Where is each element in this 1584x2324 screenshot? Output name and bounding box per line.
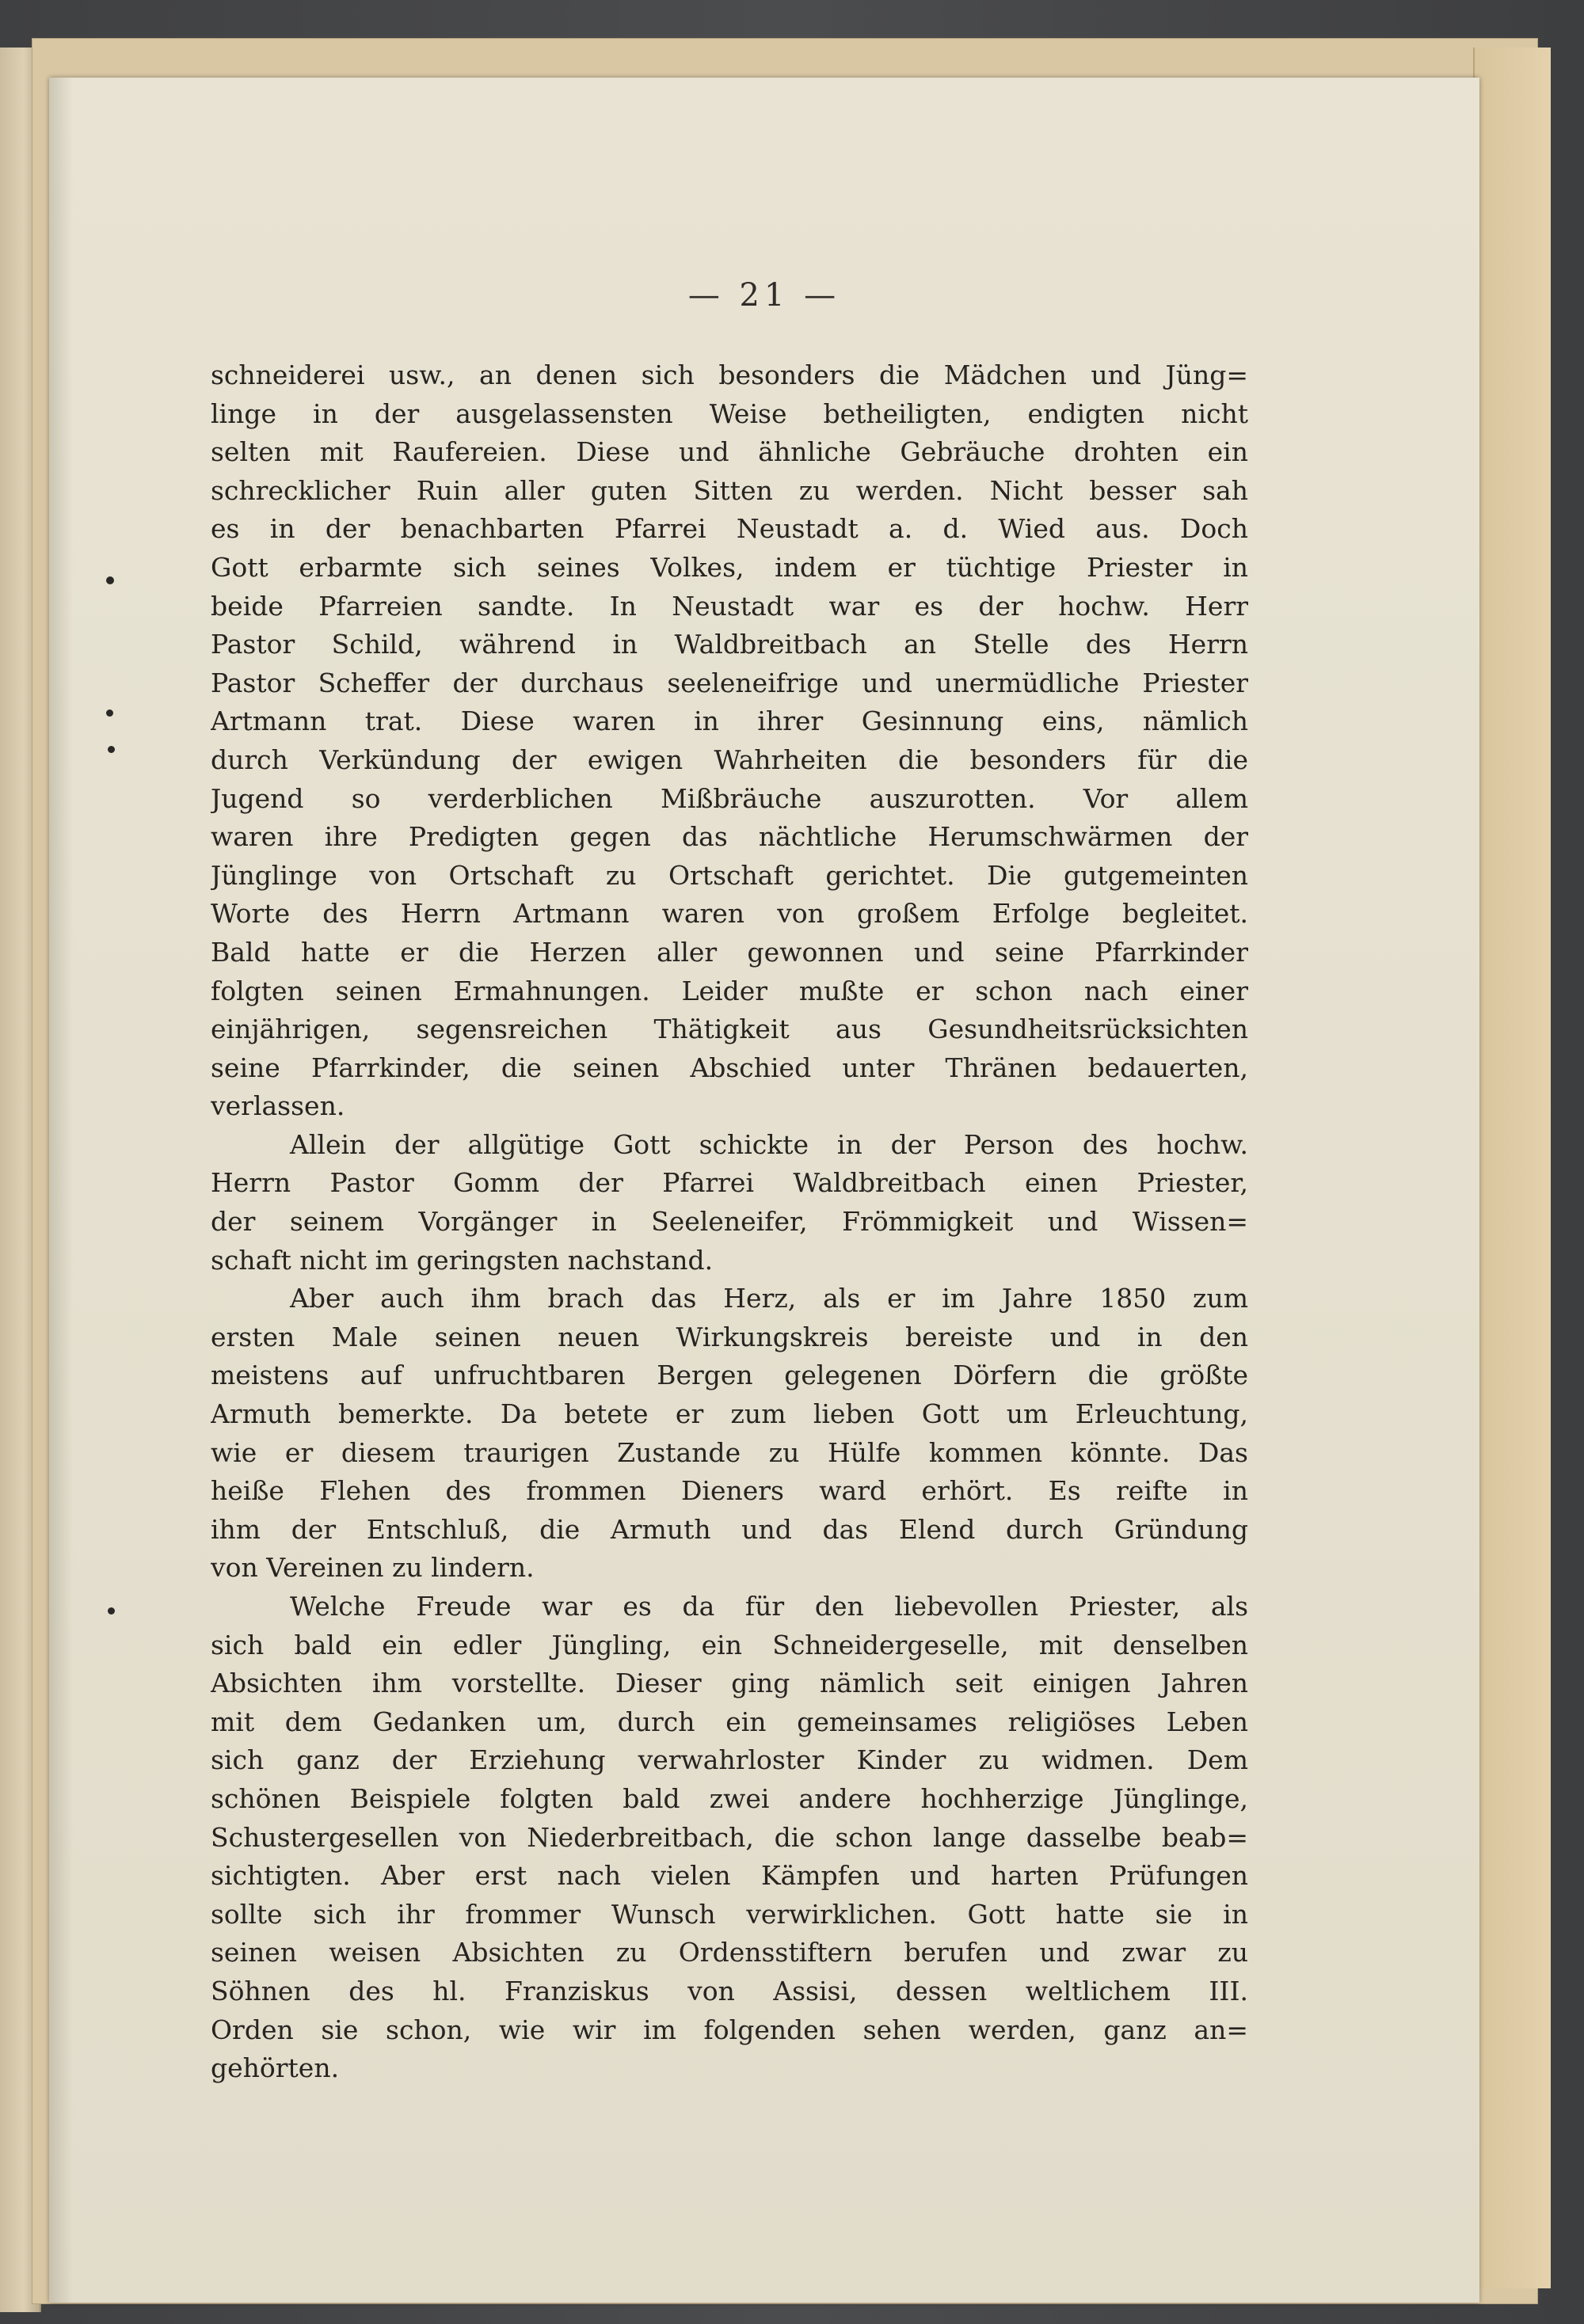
text-line: Jünglinge von Ortschaft zu Ortschaft gerichtet. Die gutgemeinten [211,859,1248,891]
text-line: gehörten. [211,2052,340,2084]
text-line: Gott erbarmte sich seines Volkes, indem er tüchtige Priester in [211,551,1248,583]
text-line: sollte sich ihr frommer Wunsch verwirklichen. Gott hatte sie in [211,1898,1248,1930]
text-line: sich bald ein edler Jüngling, ein Schneidergeselle, mit denselben [211,1629,1248,1660]
text-line: der seinem Vorgänger in Seeleneifer, Frömmigkeit und Wissen= [211,1206,1248,1238]
text-line: waren ihre Predigten gegen das nächtliche Herumschwärmen der [211,821,1248,853]
text-line: Aber auch ihm brach das Herz, als er im Jahre 1850 zum [290,1283,1248,1314]
margin-speck [106,576,114,584]
text-line: Absichten ihm vorstellte. Dieser ging nämlich seit einigen Jahren [211,1668,1248,1699]
text-line: seinen weisen Absichten zu Ordensstiftern berufen und zwar zu [211,1937,1248,1968]
text-line: verlassen. [211,1090,345,1122]
text-line: sichtigten. Aber erst nach vielen Kämpfen und harten Prüfungen [211,1860,1248,1892]
text-line: Bald hatte er die Herzen aller gewonnen und seine Pfarrkinder [211,936,1248,968]
body-text [211,356,1248,2088]
margin-speck [106,709,113,717]
text-line: schneiderei usw., an denen sich besonders die Mädchen und Jüng= [211,359,1248,390]
text-line: Schustergesellen von Niederbreitbach, die schon lange dasselbe beab= [211,1821,1248,1853]
text-line: sich ganz der Erziehung verwahrloster Kinder zu widmen. Dem [211,1744,1248,1776]
text-line: Welche Freude war es da für den liebevollen Priester, als [290,1591,1248,1622]
text-line: schrecklicher Ruin aller guten Sitten zu werden. Nicht besser sah [211,474,1248,506]
margin-speck [108,1607,115,1615]
right-page-edges [1473,48,1551,2288]
text-line: Jugend so verderblichen Mißbräuche auszurotten. Vor allem [211,782,1248,814]
text-line: Herrn Pastor Gomm der Pfarrei Waldbreitbach einen Priester, [211,1167,1248,1199]
text-line: linge in der ausgelassensten Weise betheiligten, endigten nicht [211,397,1248,429]
text-line: von Vereinen zu lindern. [211,1552,535,1584]
text-line: meistens auf unfruchtbaren Bergen gelegenen Dörfern die größte [211,1360,1248,1391]
text-line: es in der benachbarten Pfarrei Neustadt a. d. Wied aus. Doch [211,513,1248,545]
text-line: wie er diesem traurigen Zustande zu Hülfe kommen könnte. Das [211,1436,1248,1468]
text-line: Orden sie schon, wie wir im folgenden sehen werden, ganz an= [211,2014,1248,2045]
text-line: einjährigen, segensreichen Thätigkeit aus Gesundheitsrücksichten [211,1014,1248,1045]
text-line: schaft nicht im geringsten nachstand. [211,1244,714,1276]
text-line: ihm der Entschluß, die Armuth und das Elend durch Gründung [211,1513,1248,1545]
text-line: Pastor Schild, während in Waldbreitbach an Stelle des Herrn [211,629,1248,660]
text-line: folgten seinen Ermahnungen. Leider mußte er schon nach einer [211,975,1248,1006]
text-line: Pastor Scheffer der durchaus seeleneifrige und unermüdliche Priester [211,667,1248,698]
text-line: Artmann trat. Diese waren in ihrer Gesinnung eins, nämlich [211,706,1248,737]
text-line: selten mit Raufereien. Diese und ähnliche Gebräuche drohten ein [211,436,1248,468]
text-line: durch Verkündung der ewigen Wahrheiten die besonders für die [211,744,1248,775]
page-number: — 21 — [687,277,841,314]
text-line: seine Pfarrkinder, die seinen Abschied unter Thränen bedauerten, [211,1052,1248,1083]
text-line: schönen Beispiele folgten bald zwei andere hochherzige Jünglinge, [211,1782,1248,1814]
margin-speck [108,746,115,753]
text-line: Allein der allgütige Gott schickte in der Person des hochw. [290,1128,1248,1160]
text-line: Armuth bemerkte. Da betete er zum lieben Gott um Erleuchtung, [211,1398,1248,1430]
text-line: ersten Male seinen neuen Wirkungskreis bereiste und in den [211,1321,1248,1352]
text-line: Söhnen des hl. Franziskus von Assisi, dessen weltlichem III. [211,1975,1248,2006]
text-line: Worte des Herrn Artmann waren von großem Erfolge begleitet. [211,898,1248,930]
text-line: heiße Flehen des frommen Dieners ward erhört. Es reifte in [211,1475,1248,1507]
text-line: beide Pfarreien sandte. In Neustadt war es der hochw. Herr [211,590,1248,622]
text-line: mit dem Gedanken um, durch ein gemeinsames religiöses Leben [211,1706,1248,1737]
